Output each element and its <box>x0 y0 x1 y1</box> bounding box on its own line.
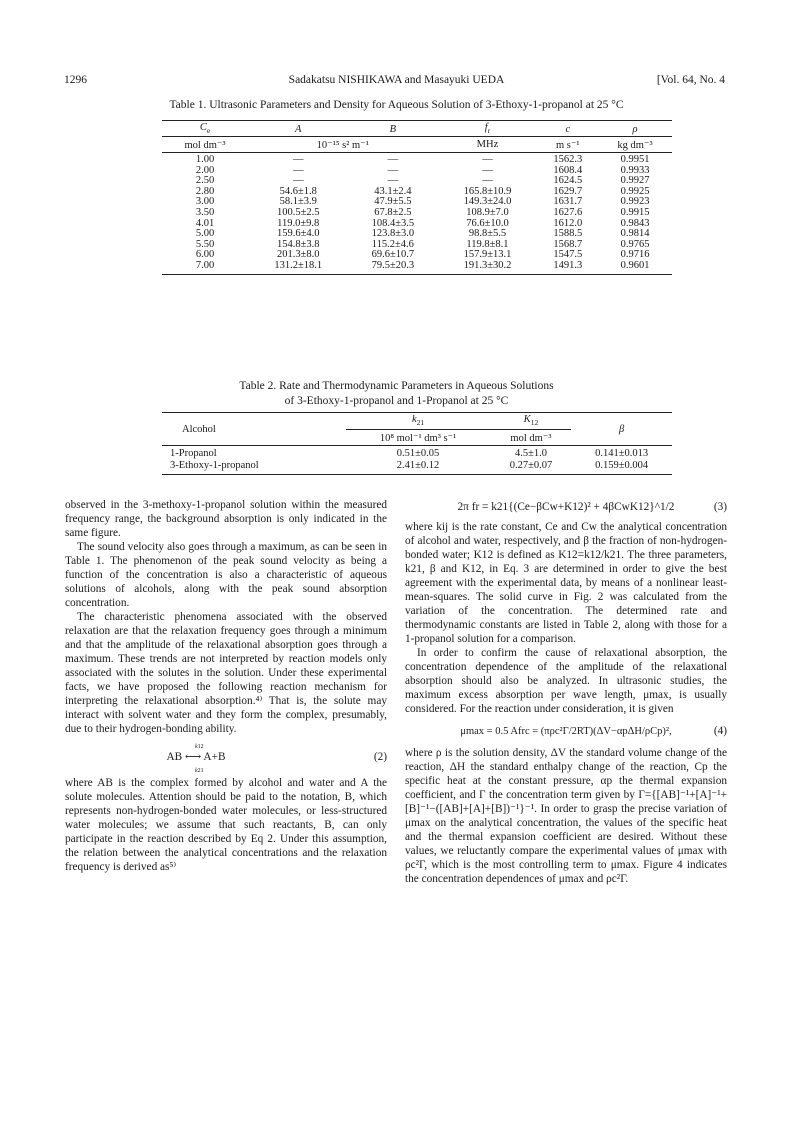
paragraph: where AB is the complex formed by alcohol and water and A the solute molecules. Attention should be paid to the notation, B, which represents non-hydrogen-bonded water molecules, or less-structured water molecules; we assume that such reactants, B, can only participate in the reaction described by Eq 2. Under this assumption, the relation between the analytical concentrations and the relaxation frequency is derived as⁵⁾ <box>65 777 387 873</box>
table-cell: 1627.6 <box>553 206 583 218</box>
t2-header-k21: $k_{21}$ <box>346 413 491 430</box>
table-cell: 0.141±0.013 <box>571 446 672 461</box>
table-cell: — <box>248 153 348 166</box>
table-row <box>162 208 672 219</box>
table-row <box>162 460 672 475</box>
eq3-number: (3) <box>713 501 727 513</box>
t2-header-beta: β <box>571 413 672 446</box>
table-cell: — <box>437 153 537 166</box>
table-row <box>162 197 672 208</box>
table-row <box>162 229 672 240</box>
table-cell: 149.3±24.0 <box>463 196 512 208</box>
table-cell: 5.00 <box>195 228 215 240</box>
running-header-volume: [Vol. 64, No. 4 <box>656 74 725 86</box>
table2-caption <box>100 379 693 409</box>
table-cell: 47.9±5.5 <box>374 196 412 208</box>
page-number: 1296 <box>64 74 87 86</box>
table-cell: 123.8±3.0 <box>371 228 415 240</box>
table-cell: 157.9±13.1 <box>463 249 512 261</box>
table-cell: — <box>387 175 399 187</box>
left-column <box>65 498 387 874</box>
paragraph: In order to confirm the cause of relaxational absorption, the concentration dependence of the amplitude of the relaxational absorption should also be analyzed. In ultrasonic studies, the maximum excess absorption per wave length, μmax, is usually considered. For the reaction under consideration, it is given <box>405 647 727 715</box>
t1-unit-ab: 10⁻¹⁵ s² m⁻¹ <box>248 137 437 153</box>
equation-3 <box>405 498 727 516</box>
table-cell: 67.8±2.5 <box>374 206 412 218</box>
table-cell: 76.6±10.0 <box>466 217 509 229</box>
table-row <box>162 219 672 230</box>
table-cell: 0.9925 <box>620 185 650 197</box>
table1-caption: Table 1. Ultrasonic Parameters and Density for Aqueous Solution of 3-Ethoxy-1-propanol at 25 °C <box>169 99 624 111</box>
eq2-body: AB ⟷ A+B <box>166 751 226 763</box>
table-row <box>162 166 672 177</box>
table-cell: 7.00 <box>162 261 248 274</box>
right-column <box>405 498 727 886</box>
table-cell: 4.5±1.0 <box>491 446 572 461</box>
table-cell: 69.6±10.7 <box>371 249 415 261</box>
table-cell: 1562.3 <box>538 153 599 166</box>
eq4-body: μmax = 0.5 Afrc = (πρc²Γ/2RT)(ΔV−αpΔH/ρCp)², <box>460 726 672 737</box>
table-row <box>162 446 672 461</box>
table-row <box>162 153 672 166</box>
table-cell: — <box>482 164 493 176</box>
eq2-number: (2) <box>373 751 387 763</box>
t2-header-k12: $K_{12}$ <box>491 413 572 430</box>
table-cell: 0.9923 <box>620 196 650 208</box>
eq2-k21: k21 <box>195 768 204 774</box>
t1-header-rho: ρ <box>598 121 672 137</box>
table-cell: 0.9915 <box>620 206 650 218</box>
table-cell: 2.41±0.12 <box>346 460 491 475</box>
table-cell: 1491.3 <box>538 261 599 274</box>
t1-header-a: A <box>248 121 348 137</box>
table-cell: 1547.5 <box>553 249 583 261</box>
table-cell: 3-Ethoxy-1-propanol <box>162 460 346 475</box>
table-cell: 58.1±3.9 <box>279 196 317 208</box>
table-cell: 4.01 <box>195 217 215 229</box>
table-cell: 1608.4 <box>553 164 583 176</box>
paragraph: observed in the 3-methoxy-1-propanol solution within the measured frequency range, the background absorption is only indicated in the same figure. <box>65 499 387 539</box>
running-header-authors: Sadakatsu NISHIKAWA and Masayuki UEDA <box>288 74 505 86</box>
t1-unit-fr: MHz <box>437 137 537 153</box>
table-cell: — <box>482 175 493 187</box>
table-cell: 1-Propanol <box>162 446 346 461</box>
t2-header-alcohol: Alcohol <box>162 413 346 446</box>
table-cell: — <box>387 164 399 176</box>
table-cell: — <box>292 164 304 176</box>
table-cell: 0.9951 <box>598 153 672 166</box>
table-cell: 2.00 <box>195 164 215 176</box>
table-row <box>162 187 672 198</box>
t1-unit-c: m s⁻¹ <box>538 137 599 153</box>
table-cell: 5.50 <box>195 238 215 250</box>
table2-caption-line1: Table 2. Rate and Thermodynamic Parameters in Aqueous Solutions <box>239 380 554 392</box>
table-cell: 0.9814 <box>620 228 650 240</box>
equation-4 <box>405 722 727 740</box>
t1-unit-ce: mol dm⁻³ <box>162 137 248 153</box>
table-cell: 165.8±10.9 <box>463 185 512 197</box>
table-cell: 3.50 <box>195 206 215 218</box>
table-cell: 79.5±20.3 <box>348 261 437 274</box>
paragraph: The sound velocity also goes through a maximum, as can be seen in Table 1. The phenomenon of the peak sound velocity as being a function of the concentration is also a characteristic of aqueous solutions of alcohols, along with the peak sound absorption concentration. <box>65 541 387 609</box>
table-cell: — <box>292 175 304 187</box>
table-cell: 0.9927 <box>620 175 650 187</box>
eq2-k12: k12 <box>195 744 204 750</box>
table-cell: 43.1±2.4 <box>374 185 412 197</box>
equation-2 <box>65 740 387 776</box>
table-cell: 108.9±7.0 <box>466 206 509 218</box>
t2-unit-k12: mol dm⁻³ <box>491 430 572 446</box>
t1-unit-rho: kg dm⁻³ <box>598 137 672 153</box>
table-cell: 1631.7 <box>553 196 583 208</box>
table-cell: 191.3±30.2 <box>437 261 537 274</box>
table-cell: 100.5±2.5 <box>276 206 320 218</box>
eq4-number: (4) <box>713 725 727 737</box>
table-cell: 54.6±1.8 <box>279 185 317 197</box>
table-cell: 159.6±4.0 <box>276 228 320 240</box>
table-cell: 201.3±8.0 <box>276 249 320 261</box>
table-cell: 0.9716 <box>620 249 650 261</box>
table-row <box>162 240 672 251</box>
table-cell: 0.9765 <box>620 238 650 250</box>
table-cell: — <box>348 153 437 166</box>
table-cell: 1588.5 <box>553 228 583 240</box>
t1-header-c: c <box>538 121 599 137</box>
table-cell: 115.2±4.6 <box>371 238 414 250</box>
table-cell: 2.50 <box>195 175 215 187</box>
table-cell: 119.0±9.8 <box>277 217 320 229</box>
table-cell: 1629.7 <box>553 185 583 197</box>
table-row <box>162 250 672 261</box>
table-cell: 3.00 <box>195 196 215 208</box>
table-cell: 1.00 <box>162 153 248 166</box>
t2-unit-k21: 10⁸ mol⁻¹ dm³ s⁻¹ <box>346 430 491 446</box>
table-cell: 0.9601 <box>598 261 672 274</box>
table-cell: 98.8±5.5 <box>468 228 507 240</box>
table-cell: 0.51±0.05 <box>346 446 491 461</box>
table-cell: 0.9843 <box>620 217 650 229</box>
paragraph: where ρ is the solution density, ΔV the standard volume change of the reaction, ΔH the standard enthalpy change of the reaction, Cp the specific heat at the constant pressure, αp the thermal expansion coefficient, and Γ the concentration term given by Γ={[AB]⁻¹+[A]⁻¹+[B]⁻¹−([AB]+[A]+[B])⁻¹}⁻¹. In order to grasp the precise variation of μmax on the analytical concentration, the values of the specific heat and the thermal expansion coefficient are desired. Without these values, we reluctantly compare the experimental values of μmax with ρc²Γ, which is the most controlling term to μmax. Figure 4 indicates the concentration dependences of μmax and ρc²Γ. <box>405 747 727 885</box>
table-cell: 131.2±18.1 <box>248 261 348 274</box>
table1 <box>162 120 672 275</box>
table-cell: 108.4±3.5 <box>371 217 415 229</box>
table-cell: 6.00 <box>195 249 215 261</box>
table-cell: 0.9933 <box>620 164 650 176</box>
paragraph: where kij is the rate constant, Ce and Cw the analytical concentration of alcohol and water, respectively, and β the fraction of non-hydrogen-bonded water; K12 is defined as K12=k12/k21. The three parameters, k21, β and K12, in Eq. 3 are determined in order to give the best agreement with the experimental data, by means of a nonlinear least-mean-squares. The solid curve in Fig. 2 was calculated from the variation of the concentration. The determined rate and thermodynamic constants are listed in Table 2, along with those for a 1-propanol solution for a comparison. <box>405 521 727 645</box>
table-cell: 0.27±0.07 <box>491 460 572 475</box>
table-cell: 1624.5 <box>553 175 583 187</box>
t1-header-fr: $f_r$ <box>437 121 537 137</box>
table-cell: 119.8±8.1 <box>466 238 509 250</box>
table-cell: 1568.7 <box>553 238 583 250</box>
eq3-body: 2π fr = k21{(Ce−βCw+K12)² + 4βCwK12}^1/2 <box>457 501 675 513</box>
table2-caption-line2: of 3-Ethoxy-1-propanol and 1-Propanol at 25 °C <box>284 395 509 407</box>
table-row <box>162 261 672 274</box>
table-cell: 2.80 <box>195 185 215 197</box>
table-row <box>162 176 672 187</box>
table-cell: 1612.0 <box>553 217 583 229</box>
table2 <box>162 412 672 475</box>
table-cell: 154.8±3.8 <box>276 238 320 250</box>
t1-header-b: B <box>348 121 437 137</box>
t1-header-ce: $C_e$ <box>162 121 248 137</box>
paragraph: The characteristic phenomena associated with the observed relaxation are that the relaxation frequency goes through a minimum and that the amplitude of the relaxational absorption goes through a maximum. These trends are not interpreted by reaction models only associated with the solutes in the solution. Under these experimental facts, we have proposed the following reaction mechanism for interpreting the relaxational absorption.⁴⁾ That is, the solute may interact with solvent water and they form the complex, presumably, due to their hydrogen-bonding ability. <box>65 611 387 735</box>
table-cell: 0.159±0.004 <box>571 460 672 475</box>
